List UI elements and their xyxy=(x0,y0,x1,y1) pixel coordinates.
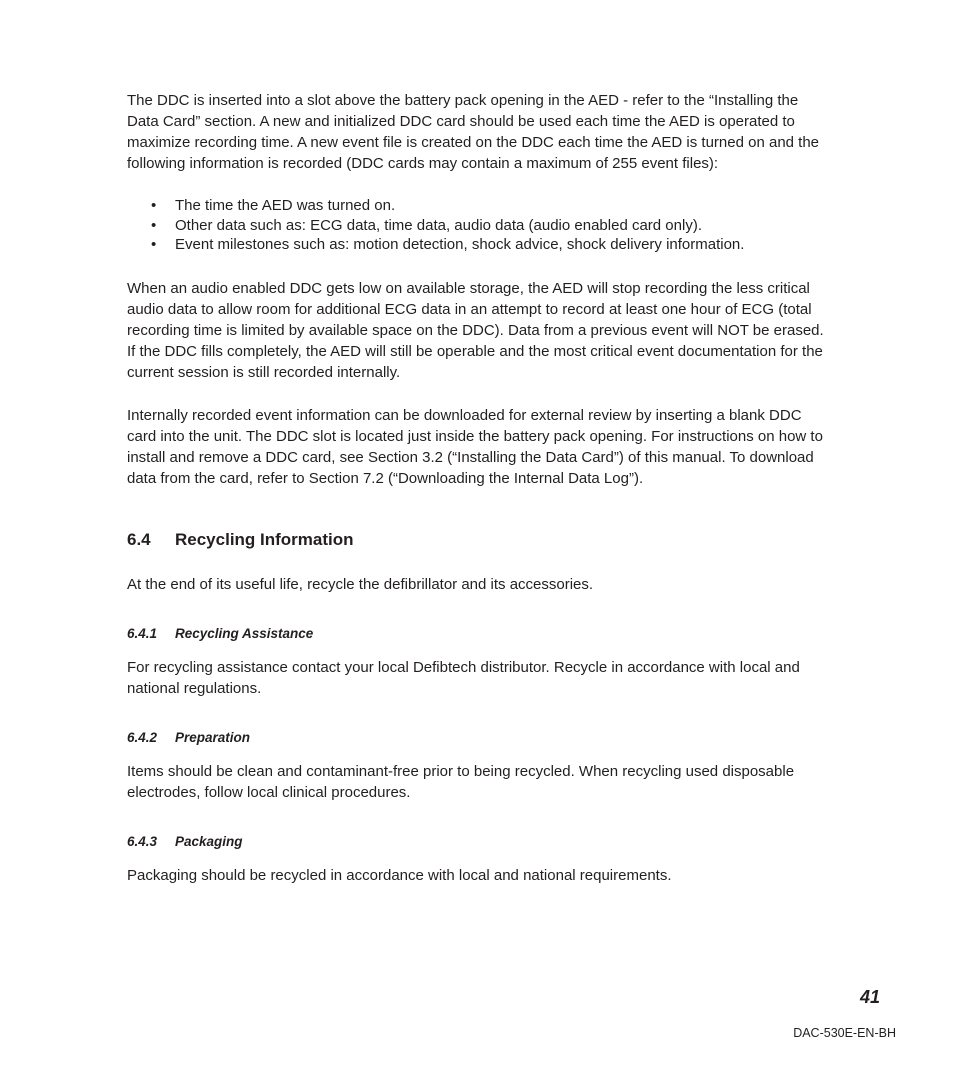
list-item: • The time the AED was turned on. xyxy=(151,197,396,214)
bullet-icon: • xyxy=(151,197,157,214)
intro-paragraph: The DDC is inserted into a slot above the battery pack opening in the AED - refer to the “Installing the Data Card” section. A new and initialized DDC card should be used each time the AED is operated to maximize recording time. A new event file is created on the DDC each time the AED is turned on and the following information is recorded (DDC cards may contain a maximum of 255 event files): xyxy=(127,92,820,172)
page-number: 41 xyxy=(859,987,880,1007)
page-content xyxy=(127,90,827,886)
subsection-title: Packaging xyxy=(175,833,243,849)
bullet-icon: • xyxy=(151,216,157,234)
subsection-number: 6.4.3 xyxy=(127,833,158,849)
subsection-heading-packaging xyxy=(127,833,827,851)
subsection-heading-preparation xyxy=(127,729,827,747)
subsection-title: Preparation xyxy=(175,729,251,745)
subsection-number: 6.4.1 xyxy=(127,625,158,641)
low-storage-paragraph: When an audio enabled DDC gets low on available storage, the AED will stop recording the less critical audio data to allow room for additional ECG data in an attempt to record at least one hour of ECG (total recording time is limited by available space on the DDC). Data from a previous event will NOT be erased. If the DDC fills completely, the AED will still be operable and the most critical event documentation for the current session is still recorded internally. xyxy=(127,279,824,381)
internal-download-paragraph: Internally recorded event information can be downloaded for external review by inserting a blank DDC card into the unit. The DDC slot is located just inside the battery pack opening. For instructions on how to install and remove a DDC card, see Section 3.2 (“Installing the Data Card”) of this manual. To download data from the card, refer to Section 7.2 (“Downloading the Internal Data Log”). xyxy=(127,406,823,487)
packaging-paragraph: Packaging should be recycled in accordance with local and national requirements. xyxy=(127,866,672,884)
recorded-info-list xyxy=(127,196,827,255)
subsection-title: Recycling Assistance xyxy=(175,625,314,641)
recycling-assistance-paragraph: For recycling assistance contact your local Defibtech distributor. Recycle in accordance with local and national regulations. xyxy=(127,658,800,697)
preparation-paragraph: Items should be clean and contaminant-free prior to being recycled. When recycling used disposable electrodes, follow local clinical procedures. xyxy=(127,762,795,801)
bullet-icon: • xyxy=(151,236,157,253)
section-number: 6.4 xyxy=(127,529,151,549)
subsection-heading-recycling-assistance xyxy=(127,625,827,643)
section-paragraph: At the end of its useful life, recycle the defibrillator and its accessories. xyxy=(127,575,594,593)
subsection-number: 6.4.2 xyxy=(127,729,158,745)
list-item: • Other data such as: ECG data, time data, audio data (audio enabled card only). xyxy=(151,216,702,234)
document-code: DAC-530E-EN-BH xyxy=(793,1026,896,1040)
list-item: • Event milestones such as: motion detection, shock advice, shock delivery information. xyxy=(151,236,745,253)
section-heading xyxy=(127,529,827,551)
section-title: Recycling Information xyxy=(175,529,354,549)
